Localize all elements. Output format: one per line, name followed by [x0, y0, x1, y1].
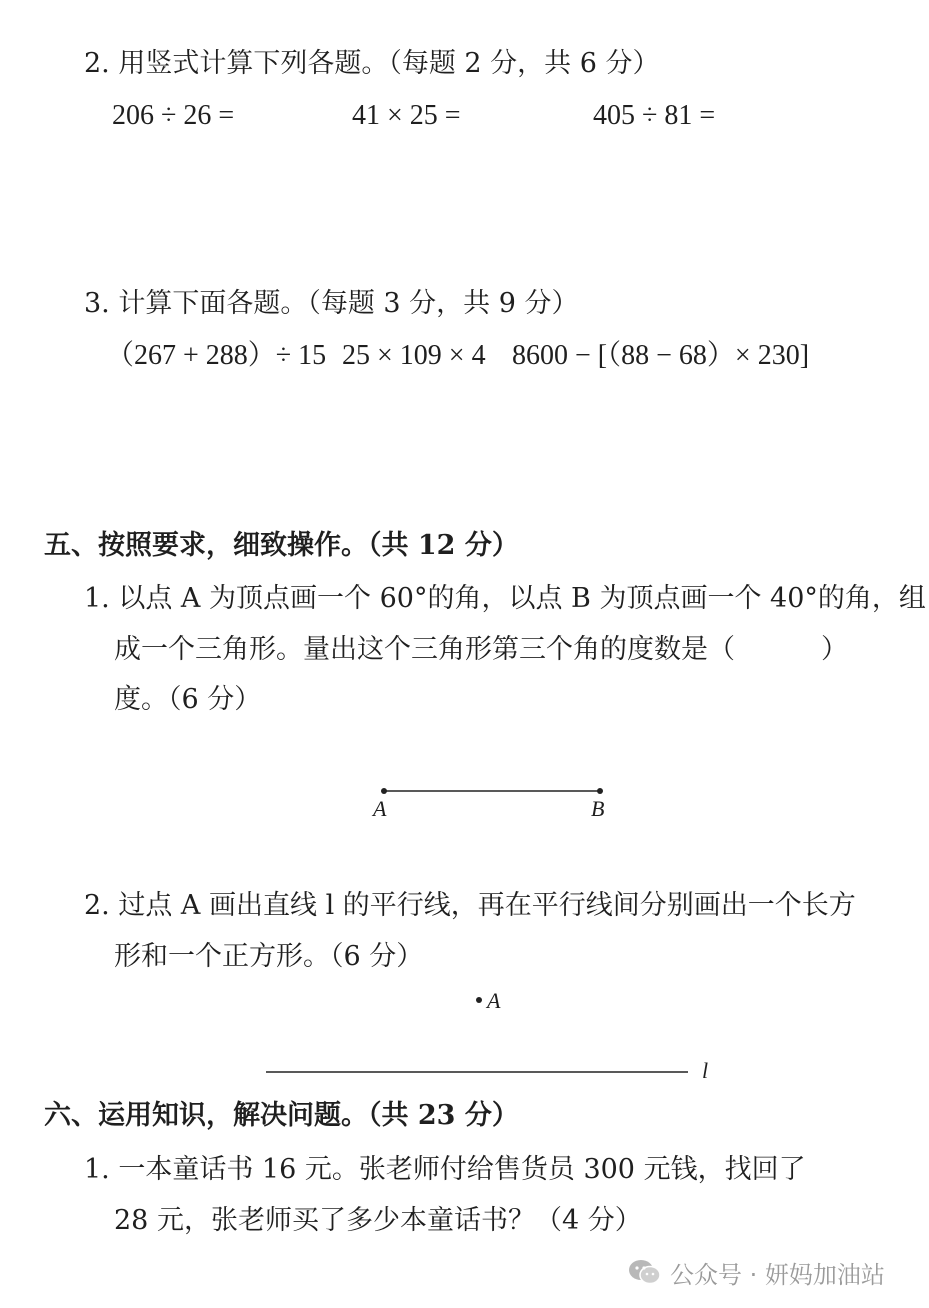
section6-heading: 六、运用知识，解决问题。（共 23 分） [44, 1100, 519, 1131]
s5-q1-line2-close: ） [821, 634, 848, 665]
wechat-icon [628, 1258, 662, 1286]
section5-heading: 五、按照要求，细致操作。（共 12 分） [44, 530, 519, 561]
label-point-b: B [591, 796, 605, 821]
q3-problem-3: 8600 − [（88 − 68）× 230] [512, 340, 810, 371]
s5-q1-line2-text: 成一个三角形。量出这个三角形第三个角的度数是（ [114, 634, 735, 665]
label-point-a: A [373, 796, 387, 821]
q2-problem-2: 41 × 25 = [352, 100, 461, 131]
point-b-dot [597, 788, 603, 794]
q3-problem-1: （267 + 288）÷ 15 [106, 340, 327, 371]
q3-problem-2: 25 × 109 × 4 [342, 340, 486, 371]
watermark-text: 公众号 · 妍妈加油站 [670, 1260, 885, 1289]
s5-q2-line2: 形和一个正方形。（6 分） [114, 941, 424, 972]
q2-problem-3: 405 ÷ 81 = [593, 100, 716, 131]
s5-q1-line1: 1. 以点 A 为顶点画一个 60°的角，以点 B 为顶点画一个 40°的角，组 [84, 583, 926, 614]
label-point-a2: A [487, 988, 501, 1013]
s6-q1-line1: 1. 一本童话书 16 元。张老师付给售货员 300 元钱，找回了 [84, 1154, 806, 1185]
watermark [628, 1252, 885, 1292]
point-a2-dot [476, 997, 482, 1003]
label-line-l: l [702, 1058, 709, 1083]
q3-heading: 3. 计算下面各题。（每题 3 分，共 9 分） [84, 288, 579, 319]
s6-q1-line2: 28 元，张老师买了多少本童话书？（4 分） [114, 1205, 642, 1236]
s5-q1-line3: 度。（6 分） [114, 684, 262, 715]
q2-heading: 2. 用竖式计算下列各题。（每题 2 分，共 6 分） [84, 48, 660, 79]
s5-q2-line1: 2. 过点 A 画出直线 l 的平行线，再在平行线间分别画出一个长方 [84, 890, 856, 921]
q2-problem-1: 206 ÷ 26 = [112, 100, 235, 131]
point-a-dot [381, 788, 387, 794]
